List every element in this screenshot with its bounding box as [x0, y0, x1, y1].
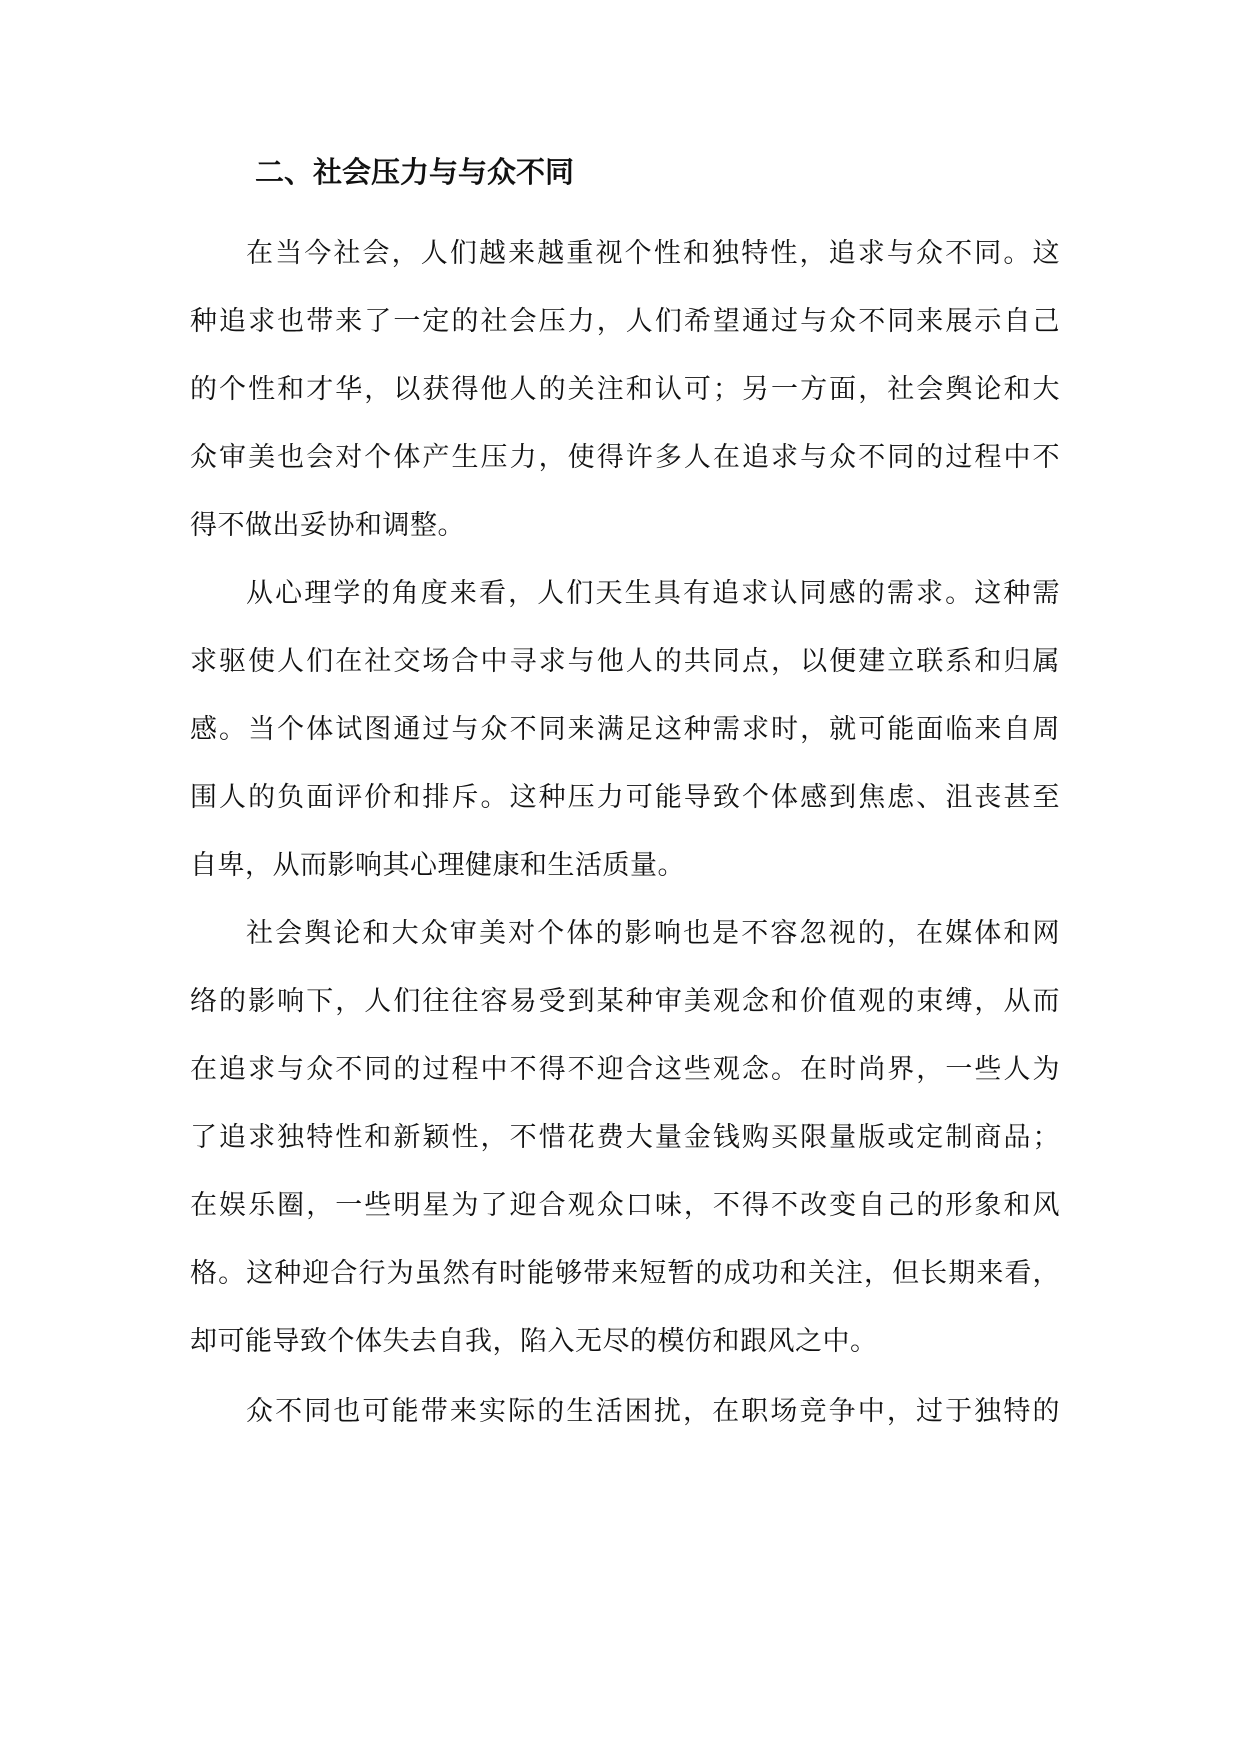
- paragraph-line: 种追求也带来了一定的社会压力，人们希望通过与众不同来展示自己: [190, 306, 1060, 337]
- paragraph-line: 在娱乐圈，一些明星为了迎合观众口味，不得不改变自己的形象和风: [190, 1190, 1060, 1221]
- section-heading: 二、社会压力与与众不同: [255, 155, 575, 189]
- paragraph-line: 得不做出妥协和调整。: [190, 510, 465, 541]
- paragraph-line: 社会舆论和大众审美对个体的影响也是不容忽视的，在媒体和网: [246, 918, 1060, 949]
- paragraph-line: 在当今社会，人们越来越重视个性和独特性，追求与众不同。这: [246, 238, 1060, 269]
- paragraph-line: 络的影响下，人们往往容易受到某种审美观念和价值观的束缚，从而: [190, 986, 1060, 1017]
- paragraph-line: 格。这种迎合行为虽然有时能够带来短暂的成功和关注，但长期来看，: [190, 1258, 1060, 1289]
- paragraph-2: [190, 560, 1060, 900]
- paragraph-line: 求驱使人们在社交场合中寻求与他人的共同点，以便建立联系和归属: [190, 646, 1060, 677]
- paragraph-4: [190, 1378, 1060, 1446]
- paragraph-line: 自卑，从而影响其心理健康和生活质量。: [190, 850, 685, 881]
- paragraph-line: 众不同也可能带来实际的生活困扰，在职场竞争中，过于独特的: [246, 1396, 1060, 1427]
- paragraph-3: [190, 900, 1060, 1376]
- paragraph-line: 从心理学的角度来看，人们天生具有追求认同感的需求。这种需: [246, 578, 1060, 609]
- paragraph-line: 了追求独特性和新颖性，不惜花费大量金钱购买限量版或定制商品；: [190, 1122, 1060, 1153]
- paragraph-line: 在追求与众不同的过程中不得不迎合这些观念。在时尚界，一些人为: [190, 1054, 1060, 1085]
- paragraph-line: 的个性和才华，以获得他人的关注和认可；另一方面，社会舆论和大: [190, 374, 1060, 405]
- paragraph-line: 却可能导致个体失去自我，陷入无尽的模仿和跟风之中。: [190, 1326, 878, 1357]
- paragraph-line: 感。当个体试图通过与众不同来满足这种需求时，就可能面临来自周: [190, 714, 1060, 745]
- paragraph-1: [190, 220, 1060, 560]
- paragraph-line: 众审美也会对个体产生压力，使得许多人在追求与众不同的过程中不: [190, 442, 1060, 473]
- paragraph-line: 围人的负面评价和排斥。这种压力可能导致个体感到焦虑、沮丧甚至: [190, 782, 1060, 813]
